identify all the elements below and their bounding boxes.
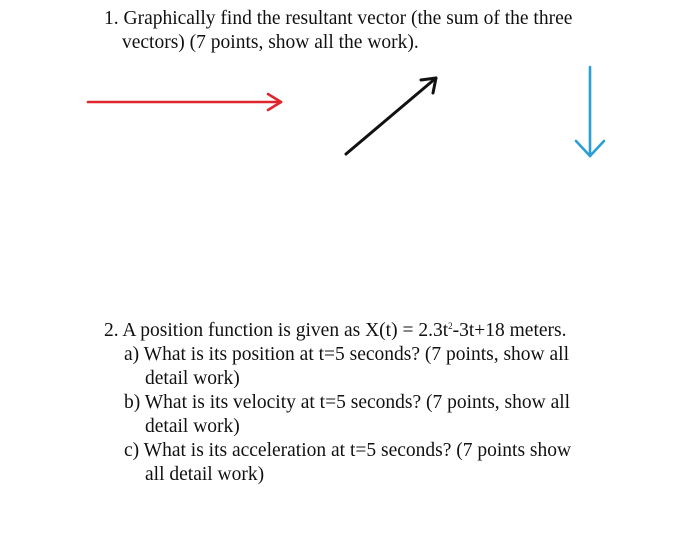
question-2-intro-after: -3t+18 meters. — [452, 320, 567, 341]
horizontal-vector-arrow — [88, 94, 281, 110]
vertical-vector-arrow — [576, 67, 604, 156]
question-1-line-1: 1. Graphically find the resultant vector (the sum of the three — [104, 8, 573, 29]
question-2b-line-2: detail work) — [145, 416, 240, 437]
diagonal-vector-arrow — [346, 78, 436, 154]
question-1-line-2: vectors) (7 points, show all the work). — [122, 32, 419, 53]
question-2c-line-2: all detail work) — [145, 464, 265, 485]
question-2b-line-1: b) What is its velocity at t=5 seconds? (7 points, show all — [124, 392, 571, 413]
question-2-intro-before: 2. A position function is given as X(t) = 2.3t — [104, 320, 449, 341]
question-2c-line-1: c) What is its acceleration at t=5 seconds? (7 points show — [124, 440, 572, 461]
exponent: 2 — [448, 321, 453, 331]
question-2a-line-1: a) What is its position at t=5 seconds? (7 points, show all — [124, 344, 570, 365]
question-2a-line-2: detail work) — [145, 368, 240, 389]
question-2-intro — [104, 319, 567, 343]
